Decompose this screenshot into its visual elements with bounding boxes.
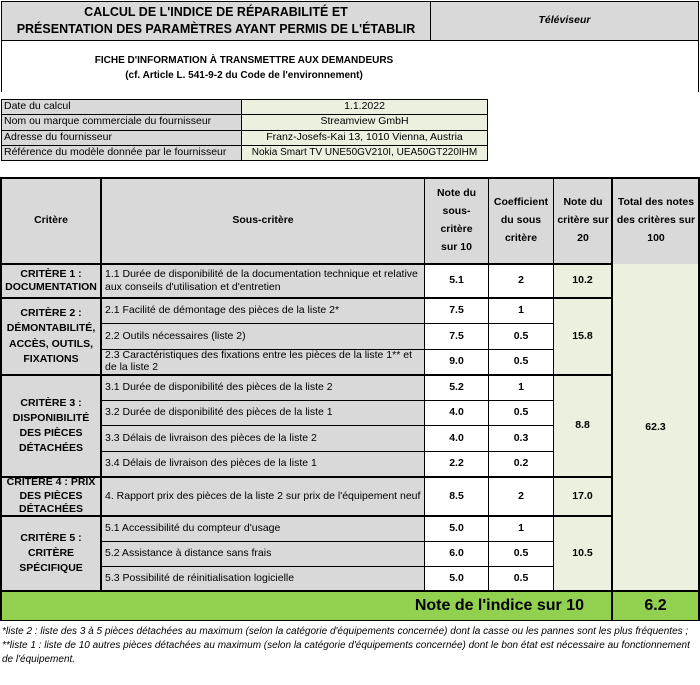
info-label-address: Adresse du fournisseur: [4, 130, 112, 143]
info-value-address: Franz-Josefs-Kai 13, 1010 Vienna, Austria: [266, 130, 463, 143]
subcriterion-3-3-note: 4.0: [449, 431, 464, 444]
subcriterion-5-1-note: 5.0: [449, 522, 464, 535]
subcriterion-4-note: 8.5: [449, 489, 464, 502]
info-value-supplier: Streamview GmbH: [320, 115, 409, 128]
title-line-1: CALCUL DE L'INDICE DE RÉPARABILITÉ ET: [84, 5, 348, 20]
final-score-label: Note de l'indice sur 10: [414, 597, 584, 614]
header-coefficient: Coefficient du sous critère: [493, 196, 549, 244]
info-value-model: Nokia Smart TV UNE50GV210I, UEA50GT220IHM: [251, 146, 478, 158]
header-total: Total des notes des critères sur 100: [616, 196, 696, 244]
criterion-3-name: CRITÈRE 3 : DISPONIBILITÉ DES PIÈCES DÉTACHÉES: [12, 396, 90, 455]
title-line-2: PRÉSENTATION DES PARAMÈTRES AYANT PERMIS DE L'ÉTABLIR: [16, 22, 416, 36]
final-score-value: 6.2: [644, 597, 667, 614]
info-value-date: 1.1.2022: [344, 99, 385, 112]
subcriterion-4-coef: 2: [518, 489, 524, 502]
subcriterion-2-2-label: 2.2 Outils nécessaires (liste 2): [105, 329, 246, 342]
subcriterion-3-2-note: 4.0: [449, 406, 464, 419]
subcriterion-5-3-label: 5.3 Possibilité de réinitialisation logicielle: [105, 571, 295, 584]
subcriterion-5-3-coef: 0.5: [513, 571, 529, 584]
criterion-4-name: CRITÈRE 4 : PRIX DES PIÈCES DÉTACHÉES: [6, 476, 96, 516]
header-sous-critere: Sous-critère: [232, 214, 294, 227]
subcriterion-5-2-label: 5.2 Assistance à distance sans frais: [105, 547, 272, 560]
criterion-5-score: 10.5: [572, 546, 593, 559]
footnotes: [2, 625, 696, 667]
subcriterion-3-2-coef: 0.5: [513, 406, 529, 419]
info-label-model: Référence du modèle donnée par le fournisseur: [4, 146, 227, 159]
total-score: 62.3: [645, 420, 666, 433]
subcriterion-3-3-coef: 0.3: [513, 431, 529, 444]
subcriterion-2-3-label: 2.3 Caractéristiques des fixations entre les pièces de la liste 1** et de la liste 2: [105, 349, 412, 373]
subcriterion-3-1-note: 5.2: [449, 381, 464, 394]
footnote-liste-2: *liste 2 : liste des 3 à 5 pièces détachées au maximum (selon la catégorie d'équipements concernée) dont la casse ou les pannes sont les plus fréquentes ;: [2, 626, 689, 637]
subcriterion-5-1-coef: 1: [518, 522, 524, 535]
subcriterion-1-1-coef: 2: [518, 274, 524, 287]
subcriterion-4-label: 4. Rapport prix des pièces de la liste 2 sur prix de l'équipement neuf: [105, 489, 421, 502]
criterion-1-score: 10.2: [572, 274, 593, 287]
criterion-5-name: CRITÈRE 5 : CRITÈRE SPÉCIFIQUE: [19, 532, 83, 574]
criterion-2-score: 15.8: [572, 329, 593, 342]
subcriterion-3-2-label: 3.2 Durée de disponibilité des pièces de la liste 1: [105, 406, 333, 419]
subcriterion-3-3-label: 3.3 Délais de livraison des pièces de la liste 2: [105, 431, 317, 444]
subcriterion-3-1-coef: 1: [518, 381, 524, 394]
fiche-line-2: (cf. Article L. 541-9-2 du Code de l'environnement): [125, 70, 363, 81]
subcriterion-3-4-coef: 0.2: [513, 457, 529, 470]
criterion-2-name: CRITÈRE 2 : DÉMONTABILITÉ, ACCÈS, OUTILS, FIXATIONS: [6, 307, 96, 365]
subcriterion-5-3-note: 5.0: [449, 571, 464, 584]
criterion-3-score: 8.8: [575, 419, 590, 432]
footnote-liste-1: **liste 1 : liste de 10 autres pièces détachées au maximum (selon la catégorie d'équipements concernée) dont le bon état est nécessaire au fonctionnement de l'équipement.: [2, 640, 690, 665]
subcriterion-3-4-label: 3.4 Délais de livraison des pièces de la liste 1: [105, 457, 317, 470]
page-title: [1, 2, 431, 40]
subcriterion-1-1-label: 1.1 Durée de disponibilité de la documentation technique et relative aux conseils d'utilisation et d'entretien: [105, 267, 418, 293]
subcriterion-2-1-label: 2.1 Facilité de démontage des pièces de la liste 2*: [105, 304, 340, 317]
info-label-date: Date du calcul: [4, 99, 71, 112]
subcriterion-3-4-note: 2.2: [449, 457, 464, 470]
subcriterion-2-2-coef: 0.5: [513, 329, 529, 342]
subcriterion-2-3-coef: 0.5: [513, 355, 529, 368]
subcriterion-2-2-note: 7.5: [449, 329, 464, 342]
header-note-critere: Note du critère sur 20: [557, 196, 609, 244]
criterion-4-score: 17.0: [572, 489, 593, 502]
header-note-sous-critere: Note du sous-critère sur 10: [436, 187, 477, 253]
subcriterion-2-1-note: 7.5: [449, 304, 464, 317]
subcriterion-1-1-note: 5.1: [449, 274, 464, 287]
subcriterion-2-3-note: 9.0: [449, 355, 464, 368]
fiche-line-1: FICHE D'INFORMATION À TRANSMETTRE AUX DEMANDEURS: [94, 55, 394, 66]
subcriterion-3-1-label: 3.1 Durée de disponibilité des pièces de la liste 2: [105, 381, 333, 394]
subcriterion-2-1-coef: 1: [518, 304, 524, 317]
subcriterion-5-2-coef: 0.5: [513, 547, 529, 560]
info-label-supplier: Nom ou marque commerciale du fournisseur: [4, 115, 212, 128]
subcriterion-5-2-note: 6.0: [449, 547, 464, 560]
fiche-title: [1, 50, 487, 86]
header-critere: Critère: [34, 214, 68, 227]
category-label: Téléviseur: [538, 14, 591, 27]
subcriterion-5-1-label: 5.1 Accessibilité du compteur d'usage: [105, 522, 281, 535]
criterion-1-name: CRITÈRE 1 : DOCUMENTATION: [5, 267, 97, 293]
